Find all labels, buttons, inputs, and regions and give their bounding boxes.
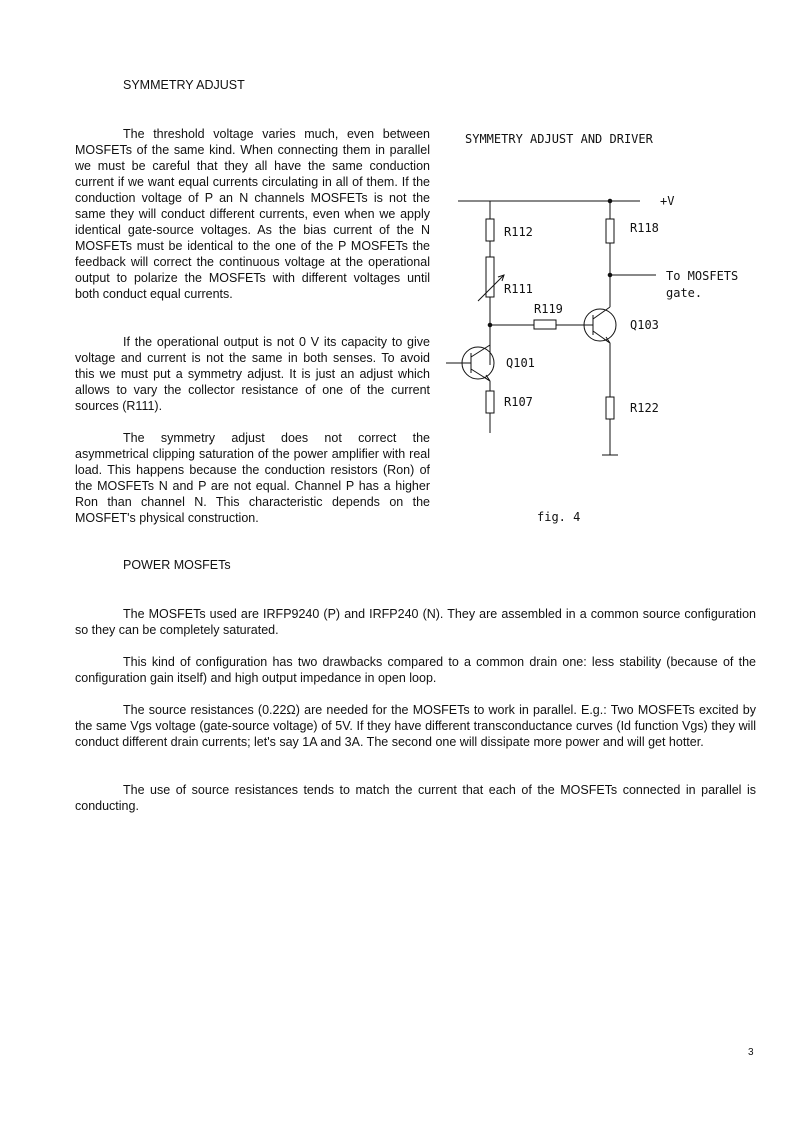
vplus-label: +V <box>660 194 675 208</box>
r118-label: R118 <box>630 221 659 235</box>
paragraph-threshold-voltage: The threshold voltage varies much, even between MOSFETs of the same kind. When connecting them in parallel we must be careful that they all have the same conduction current if we want equal currents circulating in all of them. If the conduction voltage of P an N channels MOSFETs is not the same they will conduct different currents, even when we apply identical gate-source voltages. As the bias current of the N MOSFETs must be identical to the one of the P MOSFETs the feedback will correct the continuous voltage at the operational output to polarize the MOSFETs with different voltages until both conduct equal currents. <box>75 127 430 301</box>
r111-label: R111 <box>504 282 533 296</box>
figure-caption: fig. 4 <box>537 510 581 524</box>
paragraph-source-resistances: The source resistances (0.22Ω) are needed for the MOSFETs to work in parallel. E.g.: Two MOSFETs excited by the same Vgs voltage (gate-source voltage) of 5V. If they have different transconductance curves (Id function Vgs) they will conduct different drain currents; let's say 1A and 3A. The second one will dissipate more power and will get hotter. <box>75 703 756 749</box>
paragraph-drawbacks: This kind of configuration has two drawbacks compared to a common drain one: less stability (because of the configuration gain itself) and high output impedance in open loop. <box>75 655 756 685</box>
section-heading-symmetry-adjust: SYMMETRY ADJUST <box>123 78 245 92</box>
paragraph-clipping: The symmetry adjust does not correct the asymmetrical clipping saturation of the power amplifier with real load. This happens because the conduction resistors (Ron) of the MOSFETs N and P are not equal. Channel P has a higher Ron than channel N. This characteristic depends on the MOSFET's physical construction. <box>75 431 430 525</box>
symmetry-adjust-schematic <box>440 125 740 470</box>
paragraph-match-current: The use of source resistances tends to match the current that each of the MOSFETs connected in parallel is conducting. <box>75 783 756 813</box>
paragraph-mosfets-used: The MOSFETs used are IRFP9240 (P) and IRFP240 (N). They are assembled in a common source configuration so they can be completely saturated. <box>75 607 756 637</box>
section-heading-power-mosfets: POWER MOSFETs <box>123 558 231 572</box>
r122-label: R122 <box>630 401 659 415</box>
q103-label: Q103 <box>630 318 659 332</box>
paragraph-operational-output: If the operational output is not 0 V its capacity to give voltage and current is not the same in both senses. To avoid this we must put a symmetry adjust. It is just an adjust which allows to vary the collector resistance of one of the current sources (R111). <box>75 335 430 413</box>
r112-label: R112 <box>504 225 533 239</box>
to-mosfets-label: To MOSFETS <box>666 269 739 283</box>
q101-label: Q101 <box>506 356 535 370</box>
r107-label: R107 <box>504 395 533 409</box>
r119-label: R119 <box>534 302 563 316</box>
diagram-title: SYMMETRY ADJUST AND DRIVER <box>465 132 653 146</box>
gate-label: gate. <box>666 286 703 300</box>
page-number: 3 <box>748 1047 754 1058</box>
